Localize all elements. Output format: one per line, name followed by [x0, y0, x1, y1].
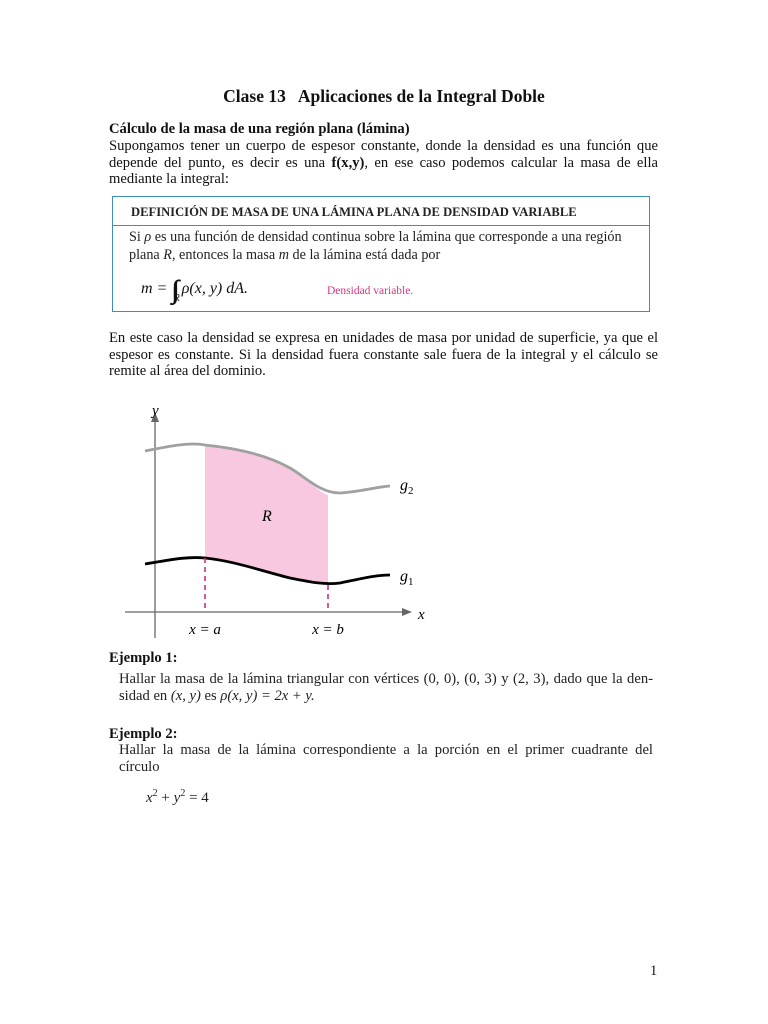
- def-text-2: es una función de densidad continua sobre la lámina que corresponde a una región plana: [129, 229, 622, 263]
- page-number: 1: [650, 963, 658, 979]
- g1-label: $g_1$: [400, 568, 414, 588]
- def-rho: ρ: [144, 229, 152, 245]
- example-1-heading: Ejemplo 1:: [109, 650, 178, 666]
- formula-integrand: ρ(x, y) dA.: [181, 280, 249, 297]
- example-1-point: (x, y): [170, 688, 201, 704]
- example-2-text: [119, 742, 653, 776]
- variable-density-note: Densidad variable.: [327, 285, 414, 297]
- intro-text-b: , en ese caso podemos calcular la masa de ella mediante la integral:: [109, 154, 658, 187]
- g2-label: $g_2$: [400, 477, 414, 497]
- section-heading: Cálculo de la masa de una región plana (lámina): [109, 121, 410, 137]
- eq-x: x: [146, 790, 153, 806]
- mass-formula: [141, 275, 248, 305]
- x-axis-arrow: [402, 608, 412, 616]
- example-1-line-2c: es: [200, 688, 221, 704]
- double-integral-symbol: ∫∫: [171, 275, 174, 304]
- class-number: Clase 13: [223, 86, 286, 106]
- example-2-line-2: círculo: [119, 759, 160, 775]
- definition-box: [112, 196, 650, 312]
- def-text-1: Si: [129, 229, 145, 245]
- title-text: Aplicaciones de la Integral Doble: [297, 86, 545, 106]
- formula-lhs: m =: [141, 280, 168, 297]
- eq-x-exp: 2: [152, 788, 158, 799]
- example-1-density: ρ(x, y) = 2x + y.: [220, 688, 315, 704]
- b-label: x = b: [312, 622, 344, 638]
- intro-function: f(x,y): [331, 154, 365, 171]
- intro-text-a: Supongamos tener un cuerpo de espesor constante, donde la densidad es una función que depende del punto, es decir es una: [109, 138, 658, 171]
- def-m: m: [278, 246, 289, 263]
- example-1-line-2a: sidad en: [119, 688, 171, 704]
- example-2-line-1: Hallar la masa de la lámina correspondiente a la porción en el primer cuadrante del: [119, 742, 653, 758]
- a-label: x = a: [189, 622, 221, 638]
- definition-header: DEFINICIÓN DE MASA DE UNA LÁMINA PLANA DE DENSIDAD VARIABLE: [113, 197, 649, 226]
- y-axis-label: y: [152, 403, 159, 419]
- x-axis-label: x: [418, 607, 425, 623]
- eq-plus: +: [157, 790, 174, 806]
- region-graph: [115, 398, 445, 644]
- page-title: [0, 86, 768, 107]
- region-label: R: [262, 508, 272, 525]
- def-text-4: de la lámina está dada por: [288, 246, 441, 263]
- intro-paragraph: [109, 138, 658, 188]
- formula-region: R: [173, 293, 180, 304]
- def-R: R: [163, 246, 172, 263]
- case-paragraph: En este caso la densidad se expresa en unidades de masa por unidad de superficie, ya que el espesor es constante. Si la densidad fuera constante sale fuera de la integral y el cálculo se remite al área del dominio.: [109, 330, 658, 379]
- eq-y-exp: 2: [180, 788, 186, 799]
- circle-equation: [146, 788, 209, 807]
- definition-text: [129, 229, 634, 264]
- example-1-text: [119, 671, 653, 705]
- eq-rhs: = 4: [185, 790, 209, 806]
- example-2-heading: Ejemplo 2:: [109, 726, 178, 742]
- eq-y: y: [173, 790, 181, 806]
- example-1-line-1: Hallar la masa de la lámina triangular con vértices (0, 0), (0, 3) y (2, 3), dado que la den-: [119, 671, 653, 687]
- def-text-3: , entonces la masa: [171, 246, 279, 263]
